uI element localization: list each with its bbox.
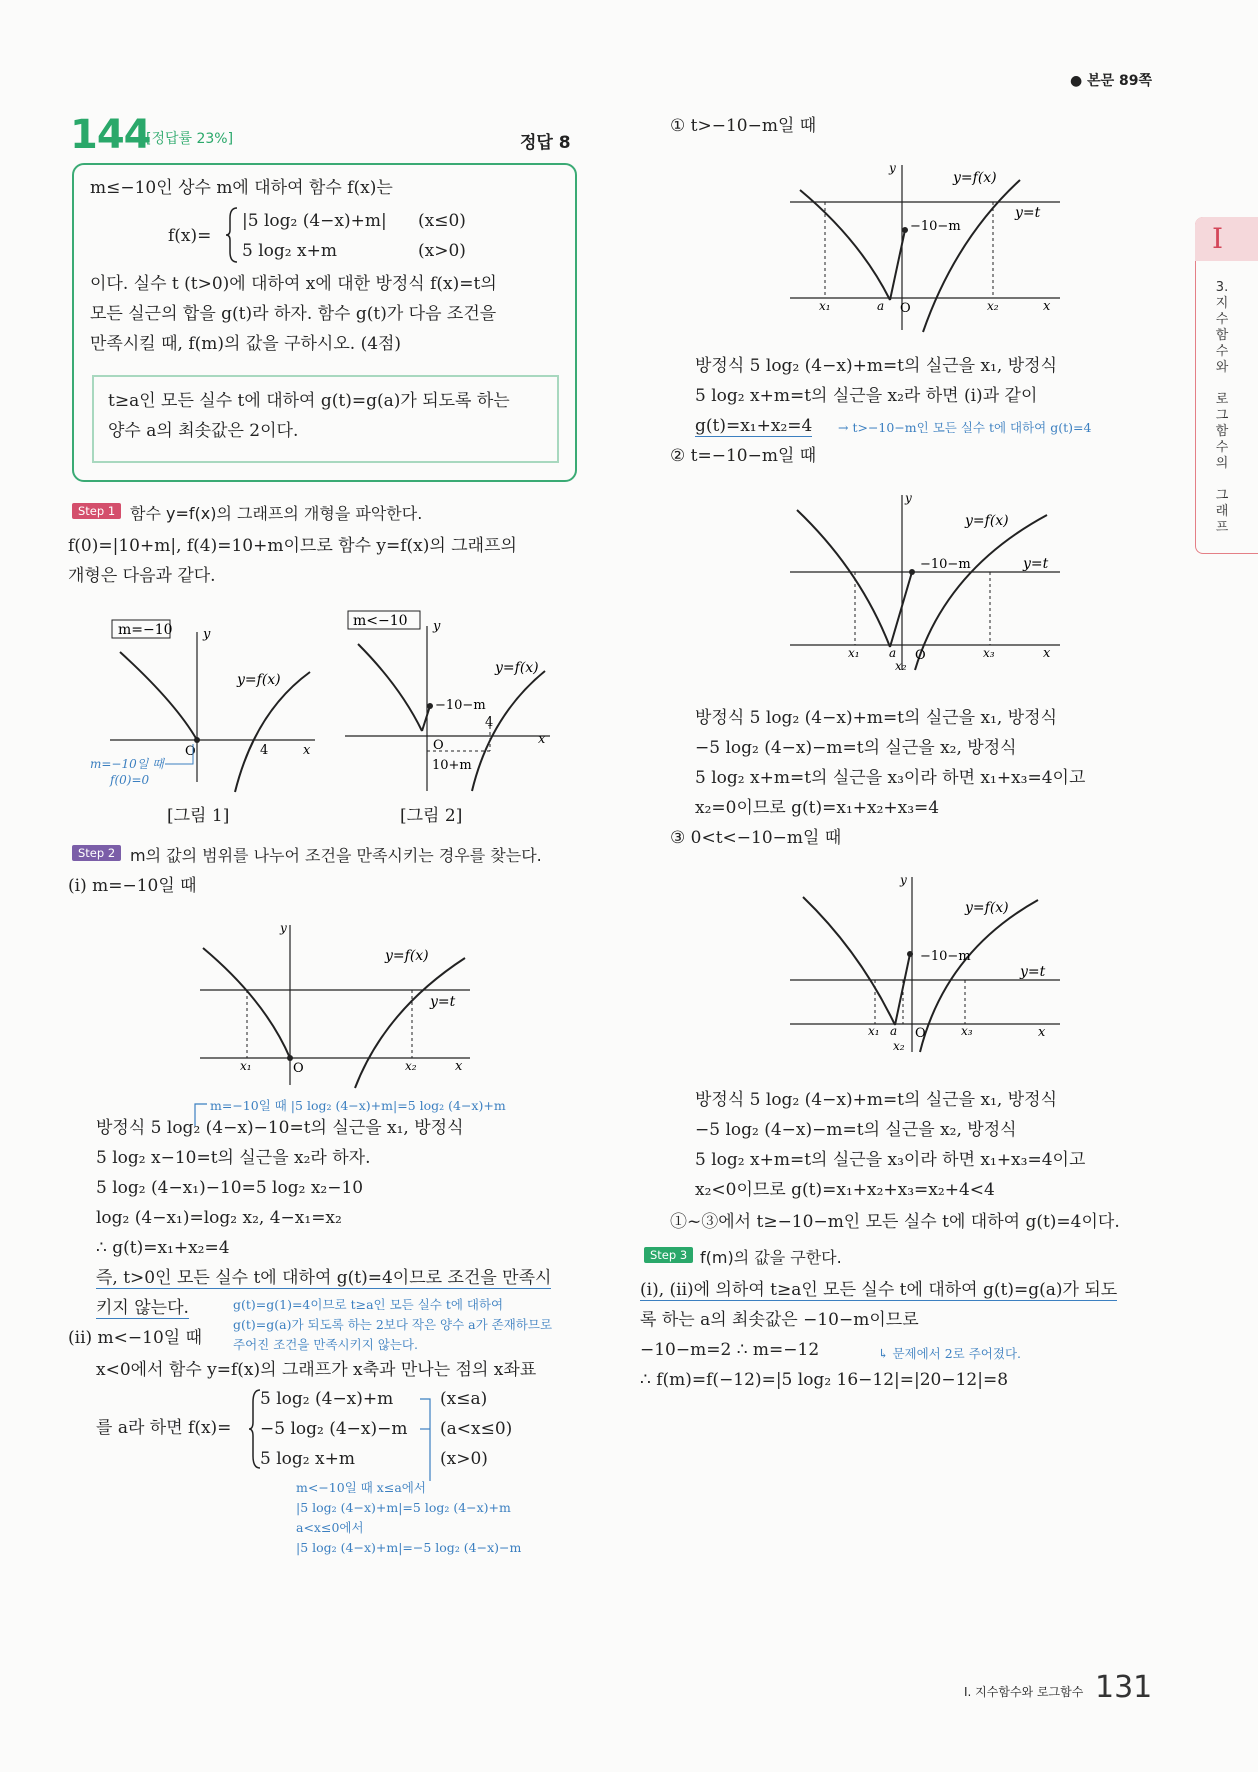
svg-text:y=f(x): y=f(x) bbox=[965, 900, 1009, 916]
case-2-head: (ii) m<−10일 때 bbox=[68, 1328, 203, 1348]
subcase-1-note-text: t>−10−m인 모든 실수 t에 대하여 g(t)=4 bbox=[852, 420, 1092, 435]
svg-text:x₁: x₁ bbox=[868, 1024, 880, 1038]
svg-text:10+m: 10+m bbox=[432, 758, 472, 773]
figure-2-caption: [그림 2] bbox=[400, 806, 463, 826]
subcase-summary: ①~③에서 t≥−10−m인 모든 실수 t에 대하여 g(t)=4이다. bbox=[670, 1212, 1120, 1232]
piece-2-cond: (x>0) bbox=[418, 241, 466, 261]
figure-1 bbox=[85, 612, 325, 797]
step-3-line: 록 하는 a의 최솟값은 −10−m이므로 bbox=[640, 1310, 919, 1330]
piece-1-cond: (x≤0) bbox=[418, 211, 466, 231]
page-number: 131 bbox=[1095, 1670, 1153, 1705]
svg-text:x₂: x₂ bbox=[987, 299, 999, 313]
case-1-line: ∴ g(t)=x₁+x₂=4 bbox=[96, 1238, 230, 1258]
answer: 정답 8 bbox=[520, 133, 571, 153]
figure-2 bbox=[340, 606, 555, 796]
case-1-line: 5 log₂ (4−x₁)−10=5 log₂ x₂−10 bbox=[96, 1178, 364, 1198]
case-1-line: log₂ (4−x₁)=log₂ x₂, 4−x₁=x₂ bbox=[96, 1208, 342, 1228]
subcase-3-line: 방정식 5 log₂ (4−x)+m=t의 실근을 x₁, 방정식 bbox=[695, 1090, 1057, 1110]
chapter-tab-char: 와 bbox=[1215, 360, 1229, 375]
svg-text:x: x bbox=[455, 1059, 463, 1074]
step-3-note: ↳ 문제에서 2로 주어졌다. bbox=[878, 1346, 1022, 1361]
svg-text:m=−10일 때: m=−10일 때 bbox=[90, 757, 164, 771]
problem-number: 144 bbox=[70, 112, 151, 158]
case-1-graph bbox=[195, 920, 475, 1090]
step-1-title: 함수 y=f(x)의 그래프의 개형을 파악한다. bbox=[130, 504, 423, 523]
problem-line: 이다. 실수 t (t>0)에 대하여 x에 대한 방정식 f(x)=t의 bbox=[90, 274, 497, 294]
condition-line: 양수 a의 최솟값은 2이다. bbox=[108, 421, 299, 441]
svg-text:y=t: y=t bbox=[1023, 556, 1049, 572]
chapter-tab-char: 로 bbox=[1215, 392, 1229, 407]
chapter-tab-char: 수 bbox=[1215, 312, 1229, 327]
svg-text:f(0)=0: f(0)=0 bbox=[110, 773, 150, 787]
subcase-2-line: 5 log₂ x+m=t의 실근을 x₃이라 하면 x₁+x₃=4이고 bbox=[695, 768, 1086, 788]
svg-text:y: y bbox=[203, 627, 211, 642]
svg-text:O: O bbox=[915, 648, 926, 663]
case-2-note: |5 log₂ (4−x)+m|=5 log₂ (4−x)+m bbox=[296, 1500, 511, 1515]
problem-line: m≤−10인 상수 m에 대하여 함수 f(x)는 bbox=[90, 178, 393, 198]
step-3-title: f(m)의 값을 구한다. bbox=[700, 1248, 842, 1267]
svg-text:x: x bbox=[1038, 1025, 1046, 1040]
svg-text:y=t: y=t bbox=[1020, 964, 1046, 980]
step-2-title: m의 값의 범위를 나누어 조건을 만족시키는 경우를 찾는다. bbox=[130, 846, 542, 865]
chapter-tab-char bbox=[1208, 472, 1236, 488]
case-2-cond: (x>0) bbox=[440, 1449, 488, 1469]
svg-text:x₁: x₁ bbox=[819, 299, 831, 313]
svg-text:y: y bbox=[433, 619, 441, 634]
svg-text:y: y bbox=[900, 873, 907, 887]
condition-box bbox=[92, 375, 559, 463]
chapter-tab-char: 수 bbox=[1215, 344, 1229, 359]
chapter-tab-char: 함 bbox=[1215, 328, 1229, 343]
svg-text:y=t: y=t bbox=[430, 994, 456, 1010]
curve-left bbox=[120, 652, 197, 740]
subcase-3-head: ③ 0<t<−10−m일 때 bbox=[670, 828, 842, 848]
subcase-1-line: g(t)=x₁+x₂=4 bbox=[695, 416, 813, 436]
piece-1: |5 log₂ (4−x)+m| bbox=[242, 211, 387, 231]
case-1-head: (i) m=−10일 때 bbox=[68, 876, 197, 896]
subcase-1-graph bbox=[785, 160, 1065, 335]
curve-right bbox=[235, 672, 310, 792]
subcase-2-line: 방정식 5 log₂ (4−x)+m=t의 실근을 x₁, 방정식 bbox=[695, 708, 1057, 728]
case-2-note: |5 log₂ (4−x)+m|=−5 log₂ (4−x)−m bbox=[296, 1540, 522, 1555]
svg-text:y: y bbox=[280, 921, 287, 935]
chapter-tab-char: 프 bbox=[1215, 520, 1229, 535]
svg-text:O: O bbox=[900, 301, 911, 316]
case-1-side-note: g(t)=g(a)가 되도록 하는 2보다 작은 양수 a가 존재하므로 bbox=[233, 1317, 553, 1332]
piece-2: 5 log₂ x+m bbox=[242, 241, 337, 261]
case-1-side-note: 주어진 조건을 만족시키지 않는다. bbox=[233, 1337, 418, 1352]
svg-text:a: a bbox=[889, 646, 897, 660]
svg-text:x: x bbox=[303, 743, 311, 758]
step-1-line: 개형은 다음과 같다. bbox=[68, 566, 216, 586]
svg-text:x: x bbox=[1043, 299, 1051, 314]
chapter-tab-top bbox=[1195, 217, 1258, 261]
svg-text:−10−m: −10−m bbox=[920, 557, 971, 572]
svg-text:x: x bbox=[538, 732, 546, 747]
subcase-3-graph bbox=[785, 872, 1065, 1057]
svg-text:x₂: x₂ bbox=[893, 1039, 905, 1053]
case-1-side-note: g(t)=g(1)=4이므로 t≥a인 모든 실수 t에 대하여 bbox=[233, 1297, 504, 1312]
figure-1-caption: [그림 1] bbox=[167, 806, 230, 826]
note-arrow bbox=[418, 1395, 438, 1485]
svg-text:−10−m: −10−m bbox=[435, 698, 486, 713]
case-2-piece: −5 log₂ (4−x)−m bbox=[260, 1419, 408, 1439]
step-3-badge: Step 3 bbox=[644, 1247, 693, 1263]
case-1-line: 키지 않는다. bbox=[96, 1298, 189, 1318]
svg-text:O: O bbox=[185, 744, 196, 759]
step-3-line: −10−m=2 ∴ m=−12 bbox=[640, 1340, 820, 1360]
chapter-tab-char: 그 bbox=[1215, 408, 1229, 423]
svg-text:y: y bbox=[889, 161, 896, 175]
svg-text:x₂: x₂ bbox=[405, 1059, 417, 1073]
svg-text:x₂: x₂ bbox=[895, 659, 907, 673]
step-3-line: (i), (ii)에 의하여 t≥a인 모든 실수 t에 대하여 g(t)=g(a)가 되도 bbox=[640, 1280, 1118, 1300]
footer-chapter: Ⅰ. 지수함수와 로그함수 bbox=[964, 1685, 1084, 1699]
case-1-line: 5 log₂ x−10=t의 실근을 x₂라 하자. bbox=[96, 1148, 371, 1168]
page-reference: ● 본문 89쪽 bbox=[1070, 73, 1153, 89]
svg-text:4: 4 bbox=[260, 743, 269, 758]
chapter-tab-char: 의 bbox=[1215, 456, 1229, 471]
subcase-2-graph bbox=[785, 490, 1065, 675]
svg-text:−10−m: −10−m bbox=[920, 949, 971, 964]
svg-text:a: a bbox=[877, 299, 885, 313]
chapter-tab-roman: I bbox=[1212, 222, 1224, 255]
correct-rate: [정답률 23%] bbox=[146, 131, 234, 147]
problem-line: 만족시킬 때, f(m)의 값을 구하시오. (4점) bbox=[90, 334, 402, 354]
subcase-3-line: x₂<0이므로 g(t)=x₁+x₂+x₃=x₂+4<4 bbox=[695, 1180, 995, 1200]
case-2-line: x<0에서 함수 y=f(x)의 그래프가 x축과 만나는 점의 x좌표 bbox=[96, 1360, 537, 1380]
case-1-note-top: m=−10일 때 |5 log₂ (4−x)+m|=5 log₂ (4−x)+m bbox=[210, 1098, 506, 1113]
case-2-note: m<−10일 때 x≤a에서 bbox=[296, 1480, 426, 1495]
svg-text:4: 4 bbox=[485, 715, 494, 730]
step-1-line: f(0)=|10+m|, f(4)=10+m이므로 함수 y=f(x)의 그래프의 bbox=[68, 536, 517, 556]
case-2-cond: (x≤a) bbox=[440, 1389, 488, 1409]
svg-text:O: O bbox=[915, 1026, 926, 1041]
case-2-note: a<x≤0에서 bbox=[296, 1520, 364, 1535]
subcase-3-line: −5 log₂ (4−x)−m=t의 실근을 x₂, 방정식 bbox=[695, 1120, 1017, 1140]
piece-label: f(x)= bbox=[168, 226, 212, 246]
svg-text:x₃: x₃ bbox=[961, 1024, 973, 1038]
step-3-note-text: 문제에서 2로 주어졌다. bbox=[892, 1346, 1022, 1361]
svg-text:y: y bbox=[905, 491, 912, 505]
subcase-2-head: ② t=−10−m일 때 bbox=[670, 446, 817, 466]
chapter-tab-char: 지 bbox=[1215, 296, 1229, 311]
fig1-box: m=−10 bbox=[118, 622, 173, 638]
subcase-1-line: 방정식 5 log₂ (4−x)+m=t의 실근을 x₁, 방정식 bbox=[695, 356, 1057, 376]
case-1-line: 방정식 5 log₂ (4−x)−10=t의 실근을 x₁, 방정식 bbox=[96, 1118, 464, 1138]
chapter-tab-char: 함 bbox=[1215, 424, 1229, 439]
step-3-line: ∴ f(m)=f(−12)=|5 log₂ 16−12|=|20−12|=8 bbox=[640, 1370, 1009, 1390]
svg-text:a: a bbox=[890, 1024, 898, 1038]
subcase-1-note: → t>−10−m인 모든 실수 t에 대하여 g(t)=4 bbox=[838, 420, 1092, 435]
condition-line: t≥a인 모든 실수 t에 대하여 g(t)=g(a)가 되도록 하는 bbox=[108, 391, 510, 411]
subcase-1-head: ① t>−10−m일 때 bbox=[670, 116, 817, 136]
chapter-tab-text bbox=[1208, 280, 1236, 536]
svg-text:x₁: x₁ bbox=[240, 1059, 252, 1073]
subcase-2-line: −5 log₂ (4−x)−m=t의 실근을 x₂, 방정식 bbox=[695, 738, 1017, 758]
chapter-tab-char: 그 bbox=[1215, 488, 1229, 503]
svg-text:y=f(x): y=f(x) bbox=[495, 660, 539, 676]
svg-text:y=f(x): y=f(x) bbox=[965, 513, 1009, 529]
subcase-3-line: 5 log₂ x+m=t의 실근을 x₃이라 하면 x₁+x₃=4이고 bbox=[695, 1150, 1086, 1170]
svg-text:y=t: y=t bbox=[1015, 205, 1041, 221]
svg-text:x₃: x₃ bbox=[983, 646, 995, 660]
svg-text:x: x bbox=[1043, 646, 1051, 661]
chapter-tab-char: 3. bbox=[1215, 280, 1229, 295]
svg-text:x₁: x₁ bbox=[848, 646, 860, 660]
svg-text:−10−m: −10−m bbox=[910, 219, 961, 234]
svg-text:O: O bbox=[433, 738, 444, 753]
case-2-piece: 5 log₂ (4−x)+m bbox=[260, 1389, 394, 1409]
svg-text:y=f(x): y=f(x) bbox=[953, 170, 997, 186]
step-1-badge: Step 1 bbox=[72, 503, 121, 519]
subcase-2-line: x₂=0이므로 g(t)=x₁+x₂+x₃=4 bbox=[695, 798, 940, 818]
chapter-tab-char: 래 bbox=[1215, 504, 1229, 519]
case-1-line: 즉, t>0인 모든 실수 t에 대하여 g(t)=4이므로 조건을 만족시 bbox=[96, 1268, 552, 1288]
problem-line: 모든 실근의 합을 g(t)라 하자. 함수 g(t)가 다음 조건을 bbox=[90, 304, 497, 324]
svg-text:y=f(x): y=f(x) bbox=[385, 948, 429, 964]
chapter-tab-char: 수 bbox=[1215, 440, 1229, 455]
case-2-cond: (a<x≤0) bbox=[440, 1419, 513, 1439]
subcase-1-line: 5 log₂ x+m=t의 실근을 x₂라 하면 (i)과 같이 bbox=[695, 386, 1038, 406]
svg-text:m<−10: m<−10 bbox=[353, 613, 408, 629]
chapter-tab-char bbox=[1208, 376, 1236, 392]
step-2-badge: Step 2 bbox=[72, 845, 121, 861]
case-2-line: 를 a라 하면 f(x)= bbox=[96, 1418, 232, 1438]
piece-brace bbox=[225, 206, 239, 264]
case-2-piece: 5 log₂ x+m bbox=[260, 1449, 355, 1469]
svg-text:y=f(x): y=f(x) bbox=[237, 672, 281, 688]
svg-text:O: O bbox=[293, 1061, 304, 1076]
